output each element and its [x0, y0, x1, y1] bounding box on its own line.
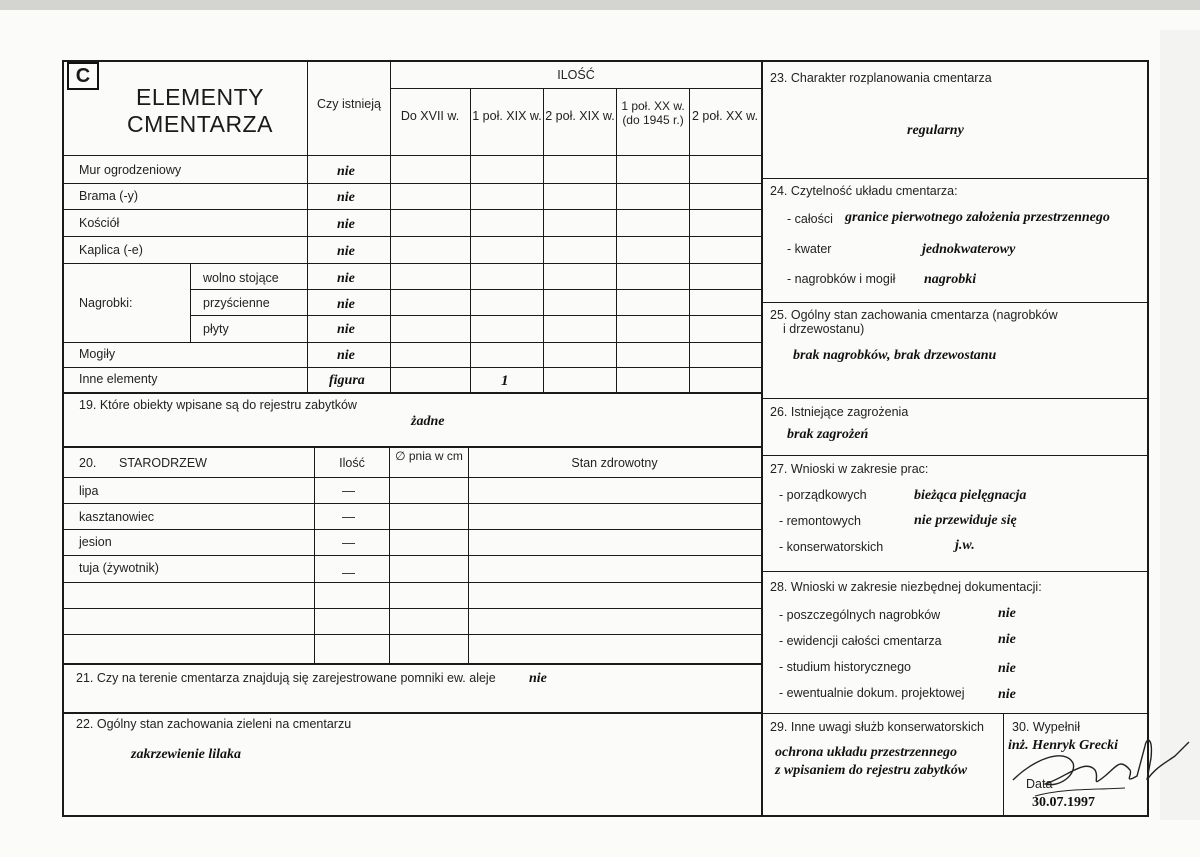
elements-title [110, 84, 290, 138]
handwritten-signature [1005, 718, 1195, 803]
q30-name: inż. Henryk Grecki [1008, 738, 1119, 753]
row-label-mounds: Mogiły [79, 347, 116, 361]
row-label-chapel: Kaplica (-e) [79, 243, 143, 257]
row-value-wall: nie [337, 164, 355, 179]
row-label-other: Inne elementy [79, 372, 158, 386]
tree-qty-thuja: — [342, 565, 355, 580]
q20-diameter-header: ∅ pnia w cm [395, 449, 463, 463]
q20-label: STARODRZEW [119, 456, 207, 470]
q27-item-label-cleaning: - porządkowych [779, 488, 867, 502]
q24-item-label-whole: - całości [787, 212, 833, 226]
row-label-church: Kościół [79, 216, 120, 230]
graves-row-label-slabs: płyty [203, 322, 229, 336]
graves-row-label-wall: przyścienne [203, 296, 270, 310]
graves-row-value-standing: nie [337, 271, 355, 286]
q19-value: żadne [411, 414, 445, 429]
graves-row-label-standing: wolno stojące [203, 271, 279, 285]
q22-value: zakrzewienie lilaka [131, 747, 242, 762]
q28-label: 28. Wnioski w zakresie niezbędnej dokumentacji: [770, 580, 1042, 594]
tree-name-chestnut: kasztanowiec [79, 510, 155, 524]
tree-name-linden: lipa [79, 484, 99, 498]
tree-qty-chestnut: — [342, 509, 355, 524]
scan-right-edge [1160, 30, 1200, 820]
q27-item-label-conservation: - konserwatorskich [779, 540, 884, 554]
period-header-3: 2 poł. XIX w. [545, 109, 615, 123]
quantity-header: ILOŚĆ [557, 68, 595, 82]
q26-value: brak zagrożeń [787, 427, 869, 442]
period-header-5: 2 poł. XX w. [691, 109, 758, 123]
q27-item-label-renovation: - remontowych [779, 514, 861, 528]
period-header-4: 1 poł. XX w. (do 1945 r.) [621, 99, 685, 127]
q24-item-value-whole: granice pierwotnego założenia przestrzennego [845, 210, 1110, 225]
q30-date-label: Data [1026, 777, 1053, 791]
q28-item-label-design: - ewentualnie dokum. projektowej [779, 686, 965, 700]
q24-item-label-graves: - nagrobków i mogił [787, 272, 896, 286]
period-header-2: 1 poł. XIX w. [472, 109, 542, 123]
q23-value: regularny [907, 123, 964, 138]
q28-item-label-graves: - poszczególnych nagrobków [779, 608, 941, 622]
q27-item-value-renovation: nie przewiduje się [914, 513, 1017, 528]
q19-label: 19. Które obiekty wpisane są do rejestru zabytków [79, 398, 357, 412]
row-value-other: figura [329, 373, 365, 388]
q28-item-value-graves: nie [998, 606, 1016, 621]
q24-item-value-graves: nagrobki [924, 272, 977, 287]
q29-value-line1: ochrona układu przestrzennego [775, 745, 958, 760]
row-value-mounds: nie [337, 348, 355, 363]
graves-row-value-wall: nie [337, 297, 355, 312]
q21-label: 21. Czy na terenie cmentarza znajdują się zarejestrowane pomniki ew. aleje [76, 671, 496, 685]
tree-qty-linden: — [342, 483, 355, 498]
q24-item-value-quarters: jednokwaterowy [922, 242, 1016, 257]
row-value-gate: nie [337, 190, 355, 205]
row-label-gate: Brama (-y) [79, 189, 139, 203]
q20-health-header: Stan zdrowotny [571, 456, 658, 470]
q27-item-value-cleaning: bieżąca pielęgnacja [914, 488, 1027, 503]
q28-item-value-history: nie [998, 661, 1016, 676]
elements-title-line2: CMENTARZA [127, 111, 273, 137]
other-quantity-1pol-xix: 1 [501, 373, 509, 389]
q28-item-label-records: - ewidencji całości cmentarza [779, 634, 942, 648]
q29-label: 29. Inne uwagi służb konserwatorskich [770, 720, 985, 734]
tree-name-ash: jesion [79, 535, 112, 549]
q29-value-line2: z wpisaniem do rejestru zabytków [775, 763, 968, 778]
q23-label: 23. Charakter rozplanowania cmentarza [770, 71, 992, 85]
row-label-wall: Mur ogrodzeniowy [79, 163, 182, 177]
row-value-chapel: nie [337, 244, 355, 259]
q20-number: 20. [79, 456, 97, 470]
q28-item-value-design: nie [998, 687, 1016, 702]
q26-label: 26. Istniejące zagrożenia [770, 405, 909, 419]
period-header-1: Do XVII w. [400, 109, 460, 123]
scan-top-edge [0, 0, 1200, 10]
q24-item-label-quarters: - kwater [787, 242, 832, 256]
q24-label: 24. Czytelność układu cmentarza: [770, 184, 958, 198]
q22-label: 22. Ogólny stan zachowania zieleni na cmentarzu [76, 717, 352, 731]
q30-date: 30.07.1997 [1032, 795, 1095, 810]
q21-value: nie [529, 671, 547, 686]
q27-item-value-conservation: j.w. [955, 538, 975, 553]
graves-label: Nagrobki: [79, 296, 133, 310]
q30-label: 30. Wypełnił [1012, 720, 1080, 734]
elements-title-line1: ELEMENTY [136, 84, 264, 110]
tree-qty-ash: — [342, 535, 355, 550]
q28-item-label-history: - studium historycznego [779, 660, 912, 674]
q28-item-value-records: nie [998, 632, 1016, 647]
q25-label-line1: 25. Ogólny stan zachowania cmentarza (nagrobków [770, 308, 1058, 322]
q20-qty-header: Ilość [339, 456, 365, 470]
row-value-church: nie [337, 217, 355, 232]
graves-row-value-slabs: nie [337, 322, 355, 337]
exists-header: Czy istnieją [317, 97, 381, 111]
section-letter-box: C [67, 62, 99, 90]
tree-name-thuja: tuja (żywotnik) [79, 561, 159, 575]
q25-label-line2: i drzewostanu) [783, 322, 865, 336]
q25-value: brak nagrobków, brak drzewostanu [793, 348, 997, 363]
q27-label: 27. Wnioski w zakresie prac: [770, 462, 929, 476]
